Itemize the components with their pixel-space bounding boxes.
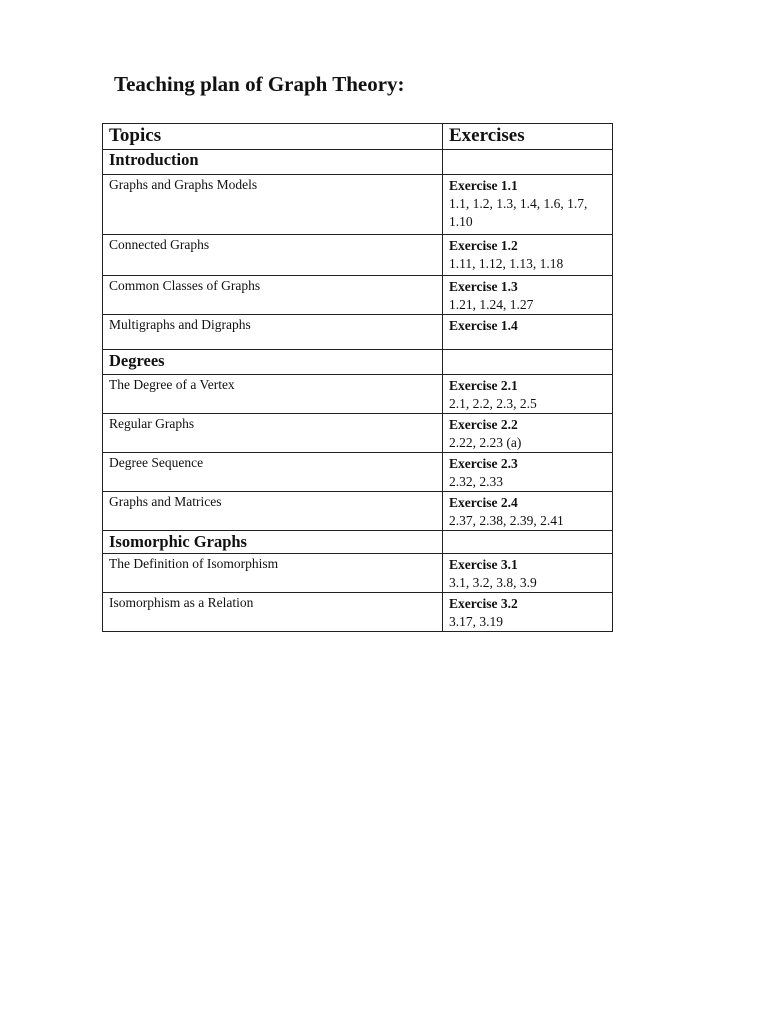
- exercise-name: Exercise 2.4: [449, 495, 518, 510]
- topic-cell: The Degree of a Vertex: [103, 375, 443, 414]
- table-row: [103, 414, 613, 453]
- exercise-cell: [443, 235, 613, 276]
- exercise-cell: [443, 315, 613, 350]
- exercise-cell: [443, 593, 613, 632]
- exercise-items: 3.17, 3.19: [449, 614, 503, 629]
- exercise-items: 3.1, 3.2, 3.8, 3.9: [449, 575, 537, 590]
- table-row: [103, 315, 613, 350]
- section-exercise-empty: [443, 150, 613, 175]
- table-row: [103, 276, 613, 315]
- exercise-items: 1.21, 1.24, 1.27: [449, 297, 534, 312]
- exercise-name: Exercise 1.4: [449, 318, 518, 333]
- topic-cell: The Definition of Isomorphism: [103, 554, 443, 593]
- exercise-name: Exercise 1.3: [449, 279, 518, 294]
- exercise-items: 1.1, 1.2, 1.3, 1.4, 1.6, 1.7, 1.10: [449, 196, 588, 229]
- exercise-name: Exercise 1.1: [449, 178, 518, 193]
- topic-cell: Graphs and Matrices: [103, 492, 443, 531]
- section-exercise-empty: [443, 531, 613, 554]
- exercise-items: 2.37, 2.38, 2.39, 2.41: [449, 513, 564, 528]
- exercise-items: 2.22, 2.23 (a): [449, 435, 522, 450]
- section-exercise-empty: [443, 350, 613, 375]
- topic-cell: Multigraphs and Digraphs: [103, 315, 443, 350]
- section-row-degrees: [103, 350, 613, 375]
- topic-cell: Degree Sequence: [103, 453, 443, 492]
- table-row: [103, 554, 613, 593]
- table-row: [103, 175, 613, 235]
- exercise-name: Exercise 3.1: [449, 557, 518, 572]
- exercise-name: Exercise 3.2: [449, 596, 518, 611]
- table-row: [103, 492, 613, 531]
- topic-cell: Graphs and Graphs Models: [103, 175, 443, 235]
- exercise-cell: [443, 554, 613, 593]
- exercise-items: 2.1, 2.2, 2.3, 2.5: [449, 396, 537, 411]
- section-row-introduction: [103, 150, 613, 175]
- topic-cell: Common Classes of Graphs: [103, 276, 443, 315]
- exercise-name: Exercise 2.1: [449, 378, 518, 393]
- table-row: [103, 235, 613, 276]
- table-header-row: [103, 124, 613, 150]
- exercise-items: 2.32, 2.33: [449, 474, 503, 489]
- section-title: Isomorphic Graphs: [103, 531, 443, 554]
- exercise-items: 1.11, 1.12, 1.13, 1.18: [449, 256, 564, 271]
- topics-header: Topics: [103, 124, 443, 150]
- exercises-header: Exercises: [443, 124, 613, 150]
- exercise-name: Exercise 2.3: [449, 456, 518, 471]
- exercise-cell: [443, 492, 613, 531]
- exercise-cell: [443, 175, 613, 235]
- topic-cell: Isomorphism as a Relation: [103, 593, 443, 632]
- exercise-cell: [443, 276, 613, 315]
- topic-cell: Connected Graphs: [103, 235, 443, 276]
- exercise-name: Exercise 2.2: [449, 417, 518, 432]
- exercise-name: Exercise 1.2: [449, 238, 518, 253]
- exercise-cell: [443, 414, 613, 453]
- page-title: Teaching plan of Graph Theory:: [114, 72, 405, 96]
- exercise-cell: [443, 375, 613, 414]
- teaching-plan-table: [102, 123, 613, 632]
- section-title: Introduction: [103, 150, 443, 175]
- table-row: [103, 375, 613, 414]
- topic-cell: Regular Graphs: [103, 414, 443, 453]
- section-row-isomorphic-graphs: [103, 531, 613, 554]
- section-title: Degrees: [103, 350, 443, 375]
- table-row: [103, 453, 613, 492]
- exercise-cell: [443, 453, 613, 492]
- table-row: [103, 593, 613, 632]
